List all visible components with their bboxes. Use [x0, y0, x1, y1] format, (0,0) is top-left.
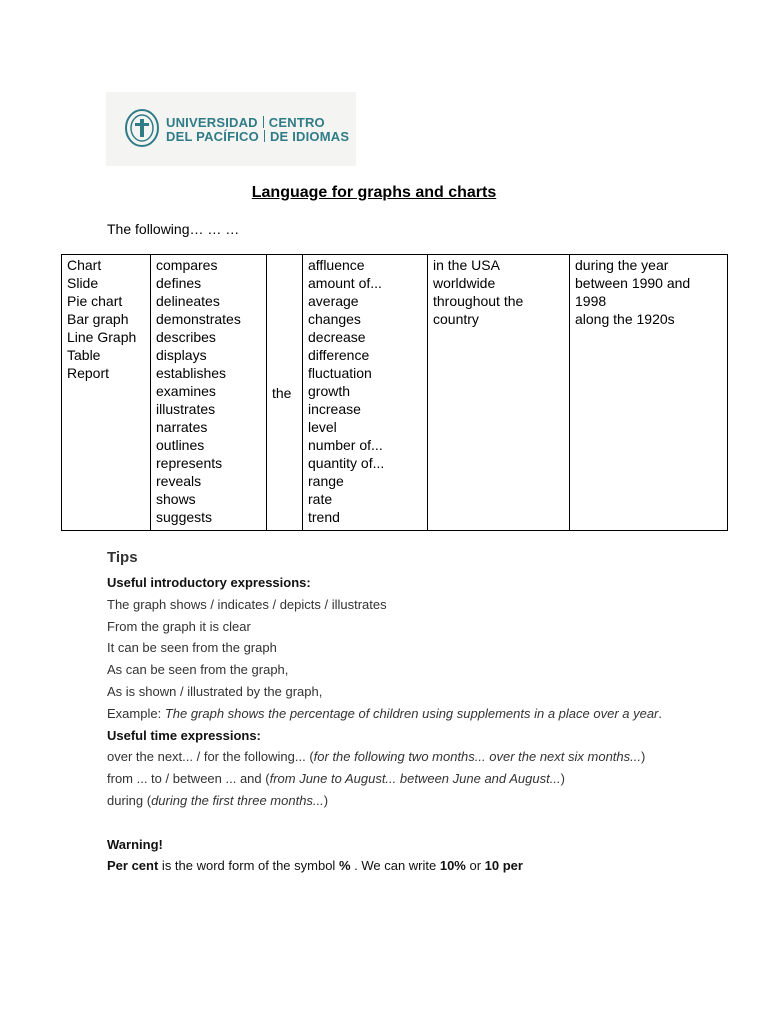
noun-item: trend	[308, 509, 340, 525]
graph-type-item: Bar graph	[67, 311, 129, 327]
noun-item: growth	[308, 383, 351, 399]
verb-item: defines	[156, 275, 202, 291]
place-item: throughout the country	[433, 293, 524, 327]
verb-item: establishes	[156, 365, 227, 381]
verb-item: compares	[156, 257, 218, 273]
logo	[106, 92, 356, 166]
noun-item: decrease	[308, 329, 366, 345]
col-graph-types	[62, 255, 151, 531]
verb-item: examines	[156, 383, 216, 399]
intro-expression: As is shown / illustrated by the graph,	[107, 683, 323, 699]
graph-type-item: Pie chart	[67, 293, 123, 309]
tips-heading: Tips	[107, 549, 138, 566]
verb-item: delineates	[156, 293, 220, 309]
noun-item: average	[308, 293, 359, 309]
verb-item: displays	[156, 347, 207, 363]
vocabulary-table	[61, 254, 728, 531]
verb-item: represents	[156, 455, 223, 471]
verb-item: illustrates	[156, 401, 216, 417]
noun-item: affluence	[308, 257, 365, 273]
col-article: the	[267, 255, 303, 531]
example-line: Example: The graph shows the percentage of children using supplements in a place over a year.	[107, 705, 663, 721]
time-expression-1: over the next... / for the following... (for the following two months... over the next six months...)	[107, 749, 646, 765]
noun-item: number of...	[308, 437, 383, 453]
verb-item: describes	[156, 329, 216, 345]
warning-heading: Warning!	[107, 836, 163, 852]
warning-text: Per cent is the word form of the symbol % . We can write 10% or 10 per	[107, 858, 523, 874]
tips-section	[107, 548, 667, 877]
graph-type-item: Report	[67, 365, 110, 381]
logo-text: UNIVERSIDAD CENTRO DEL PACÍFICO DE IDIOMAS	[166, 115, 350, 144]
time-item: during the year	[575, 257, 669, 273]
col-times	[570, 255, 728, 531]
verb-item: demonstrates	[156, 311, 241, 327]
time-expressions-heading: Useful time expressions:	[107, 727, 261, 743]
col-nouns	[303, 255, 428, 531]
noun-item: difference	[308, 347, 370, 363]
col-verbs	[151, 255, 267, 531]
verb-item: suggests	[156, 509, 213, 525]
page-title: Language for graphs and charts	[251, 184, 497, 201]
intro-text: The following… … …	[107, 221, 240, 237]
intro-expression: The graph shows / indicates / depicts / illustrates	[107, 596, 387, 612]
noun-item: rate	[308, 491, 333, 507]
graph-type-item: Chart	[67, 257, 102, 273]
noun-item: fluctuation	[308, 365, 372, 381]
intro-expression: It can be seen from the graph	[107, 640, 277, 656]
col-places	[428, 255, 570, 531]
time-expression-2: from ... to / between ... and (from June to August... between June and August...)	[107, 771, 565, 787]
noun-item: amount of...	[308, 275, 382, 291]
noun-item: increase	[308, 401, 361, 417]
verb-item: outlines	[156, 437, 205, 453]
intro-expressions-list	[107, 594, 667, 703]
intro-expression: From the graph it is clear	[107, 618, 251, 634]
intro-expressions-heading: Useful introductory expressions:	[107, 575, 311, 590]
graph-type-item: Line Graph	[67, 329, 137, 345]
noun-item: level	[308, 419, 337, 435]
university-seal-icon	[124, 108, 160, 148]
graph-type-item: Table	[67, 347, 101, 363]
noun-item: changes	[308, 311, 361, 327]
time-item: along the 1920s	[575, 311, 675, 327]
intro-expression: As can be seen from the graph,	[107, 662, 289, 678]
noun-item: range	[308, 473, 344, 489]
time-expression-3: during (during the first three months...)	[107, 792, 329, 808]
graph-type-item: Slide	[67, 275, 99, 291]
time-item: between 1990 and 1998	[575, 275, 691, 309]
place-item: in the USA	[433, 257, 500, 273]
verb-item: reveals	[156, 473, 202, 489]
verb-item: narrates	[156, 419, 208, 435]
place-item: worldwide	[433, 275, 496, 291]
verb-item: shows	[156, 491, 196, 507]
noun-item: quantity of...	[308, 455, 385, 471]
